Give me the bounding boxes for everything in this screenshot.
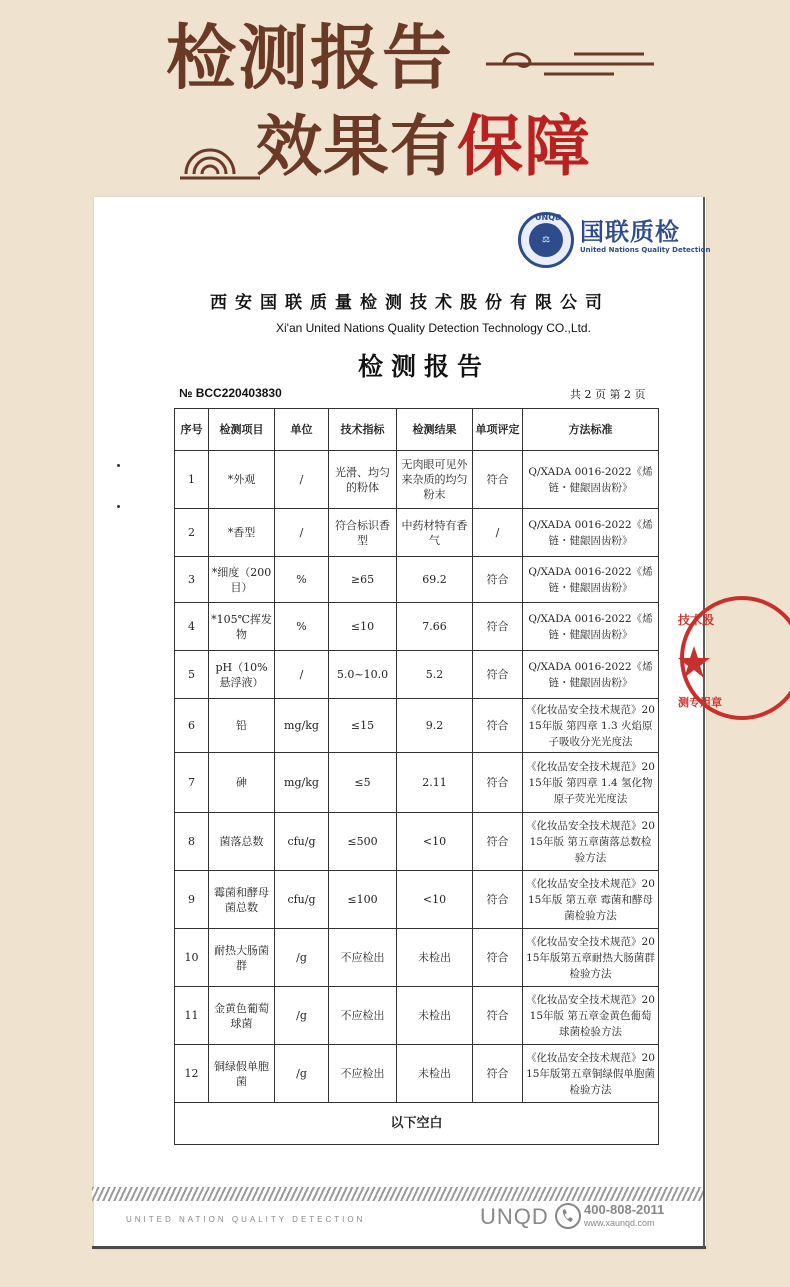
row-item: 耐热大肠菌群 <box>209 929 275 987</box>
col-header: 序号 <box>175 409 209 451</box>
row-judgement: 符合 <box>473 871 523 929</box>
row-item: *香型 <box>209 509 275 557</box>
row-spec: 不应检出 <box>329 987 397 1045</box>
row-number: 1 <box>175 451 209 509</box>
table-footer-row <box>175 1103 659 1145</box>
footer-hatch-band <box>92 1187 703 1201</box>
row-number: 3 <box>175 557 209 603</box>
row-spec: ≤15 <box>329 699 397 753</box>
row-judgement: 符合 <box>473 987 523 1045</box>
table-row <box>175 871 659 929</box>
row-result: 69.2 <box>397 557 473 603</box>
table-row <box>175 813 659 871</box>
row-unit: cfu/g <box>275 871 329 929</box>
report-number: № BCC220403830 <box>179 386 282 400</box>
row-unit: mg/kg <box>275 753 329 813</box>
stamp-seal-icon <box>672 596 722 722</box>
header-line2-highlight: 保障 <box>457 107 591 185</box>
table-row <box>175 603 659 651</box>
row-result: 2.11 <box>397 753 473 813</box>
row-number: 4 <box>175 603 209 651</box>
empty-note: 以下空白 <box>175 1103 659 1145</box>
report-title: 检测报告 <box>358 352 491 381</box>
row-method: Q/XADA 0016-2022《烯链・健龈固齿粉》 <box>523 509 659 557</box>
table-row <box>175 651 659 699</box>
row-method: 《化妆品安全技术规范》2015年版第五章耐热大肠菌群检验方法 <box>523 929 659 987</box>
row-item: 砷 <box>209 753 275 813</box>
scan-dot <box>117 505 120 508</box>
row-item: 霉菌和酵母菌总数 <box>209 871 275 929</box>
row-unit: / <box>275 509 329 557</box>
row-unit: % <box>275 557 329 603</box>
table-row <box>175 557 659 603</box>
row-number: 9 <box>175 871 209 929</box>
row-method: Q/XADA 0016-2022《烯链・健龈固齿粉》 <box>523 557 659 603</box>
row-method: 《化妆品安全技术规范》2015年版 第四章 1.3 火焰原子吸收分光光度法 <box>523 699 659 753</box>
paper-edge <box>703 197 705 1249</box>
footer-phone: 400-808-2011 <box>584 1202 665 1217</box>
stamp-text-bottom: 测专用章 <box>678 696 722 709</box>
table-row <box>175 1045 659 1103</box>
row-method: 《化妆品安全技术规范》2015年版 第四章 1.4 氢化物原子荧光光度法 <box>523 753 659 813</box>
row-result: 无肉眼可见外来杂质的均匀粉末 <box>397 451 473 509</box>
col-header: 方法标准 <box>523 409 659 451</box>
col-header: 技术指标 <box>329 409 397 451</box>
header-title-line1: 检测报告 <box>166 16 454 99</box>
row-result: 7.66 <box>397 603 473 651</box>
col-header: 单项评定 <box>473 409 523 451</box>
row-item: 铅 <box>209 699 275 753</box>
table-row <box>175 699 659 753</box>
row-number: 8 <box>175 813 209 871</box>
row-result: 未检出 <box>397 929 473 987</box>
test-results-table <box>174 408 659 1145</box>
row-judgement: 符合 <box>473 929 523 987</box>
scan-dot <box>117 464 120 467</box>
logo-cn-text: 国联质检 <box>580 218 680 246</box>
row-spec: 不应检出 <box>329 1045 397 1103</box>
table-row <box>175 451 659 509</box>
table-row <box>175 929 659 987</box>
row-unit: mg/kg <box>275 699 329 753</box>
row-item: *细度（200目） <box>209 557 275 603</box>
row-result: 5.2 <box>397 651 473 699</box>
col-header: 检测项目 <box>209 409 275 451</box>
row-spec: ≤500 <box>329 813 397 871</box>
company-name-en: Xi'an United Nations Quality Detection Technology CO.,Ltd. <box>276 321 591 335</box>
company-name-cn: 西安国联质量检测技术股份有限公司 <box>210 293 610 313</box>
row-number: 2 <box>175 509 209 557</box>
row-number: 12 <box>175 1045 209 1103</box>
row-method: Q/XADA 0016-2022《烯链・健龈固齿粉》 <box>523 451 659 509</box>
header-banner <box>0 0 790 200</box>
footer-website: www.xaunqd.com <box>584 1218 655 1228</box>
col-header: 检测结果 <box>397 409 473 451</box>
row-judgement: 符合 <box>473 651 523 699</box>
paper-edge-bottom <box>92 1246 706 1249</box>
row-result: <10 <box>397 813 473 871</box>
unqd-emblem-icon <box>518 212 574 268</box>
row-spec: 不应检出 <box>329 929 397 987</box>
unqd-logo <box>518 208 711 264</box>
stamp-text-top: 技术股 <box>678 613 715 627</box>
table-row <box>175 987 659 1045</box>
row-method: 《化妆品安全技术规范》2015年版 第五章菌落总数检验方法 <box>523 813 659 871</box>
row-judgement: 符合 <box>473 557 523 603</box>
phone-icon <box>555 1203 581 1229</box>
row-unit: % <box>275 603 329 651</box>
row-result: 未检出 <box>397 987 473 1045</box>
row-method: Q/XADA 0016-2022《烯链・健龈固齿粉》 <box>523 651 659 699</box>
logo-circle-text: UNQD <box>535 213 562 222</box>
table-header-row <box>175 409 659 451</box>
row-judgement: 符合 <box>473 813 523 871</box>
cloud-ornament-icon <box>484 40 664 90</box>
wave-ornament-icon <box>180 140 260 190</box>
row-judgement: 符合 <box>473 1045 523 1103</box>
row-item: *105℃挥发物 <box>209 603 275 651</box>
row-unit: /g <box>275 929 329 987</box>
official-stamp <box>672 596 722 722</box>
footer-left-text: UNITED NATION QUALITY DETECTION <box>126 1215 366 1224</box>
table-row <box>175 753 659 813</box>
row-spec: 符合标识香型 <box>329 509 397 557</box>
row-item: *外观 <box>209 451 275 509</box>
row-method: Q/XADA 0016-2022《烯链・健龈固齿粉》 <box>523 603 659 651</box>
footer-brand: UNQD <box>480 1204 549 1229</box>
row-spec: ≤5 <box>329 753 397 813</box>
row-result: <10 <box>397 871 473 929</box>
row-judgement: / <box>473 509 523 557</box>
row-judgement: 符合 <box>473 603 523 651</box>
row-method: 《化妆品安全技术规范》2015年版 第五章 霉菌和酵母菌检验方法 <box>523 871 659 929</box>
row-method: 《化妆品安全技术规范》2015年版第五章铜绿假单胞菌检验方法 <box>523 1045 659 1103</box>
row-item: 菌落总数 <box>209 813 275 871</box>
row-item: 铜绿假单胞菌 <box>209 1045 275 1103</box>
row-item: 金黄色葡萄球菌 <box>209 987 275 1045</box>
row-spec: 光滑、均匀的粉体 <box>329 451 397 509</box>
header-title-line2 <box>256 108 591 184</box>
row-unit: cfu/g <box>275 813 329 871</box>
scales-icon: ⚖ <box>529 223 563 257</box>
row-result: 9.2 <box>397 699 473 753</box>
row-unit: /g <box>275 987 329 1045</box>
row-spec: 5.0~10.0 <box>329 651 397 699</box>
row-number: 10 <box>175 929 209 987</box>
row-judgement: 符合 <box>473 753 523 813</box>
row-number: 11 <box>175 987 209 1045</box>
col-header: 单位 <box>275 409 329 451</box>
row-number: 6 <box>175 699 209 753</box>
row-spec: ≤10 <box>329 603 397 651</box>
row-judgement: 符合 <box>473 699 523 753</box>
row-number: 7 <box>175 753 209 813</box>
logo-en-text: United Nations Quality Detection <box>580 246 711 254</box>
row-method: 《化妆品安全技术规范》2015年版 第五章金黄色葡萄球菌检验方法 <box>523 987 659 1045</box>
row-unit: / <box>275 451 329 509</box>
row-result: 中药材特有香气 <box>397 509 473 557</box>
page-info: 共 2 页 第 2 页 <box>570 388 646 401</box>
row-judgement: 符合 <box>473 451 523 509</box>
table-row <box>175 509 659 557</box>
row-unit: / <box>275 651 329 699</box>
header-line2-text: 效果有 <box>256 107 457 185</box>
row-spec: ≤100 <box>329 871 397 929</box>
row-unit: /g <box>275 1045 329 1103</box>
row-result: 未检出 <box>397 1045 473 1103</box>
row-item: pH（10%悬浮液） <box>209 651 275 699</box>
row-number: 5 <box>175 651 209 699</box>
row-spec: ≥65 <box>329 557 397 603</box>
